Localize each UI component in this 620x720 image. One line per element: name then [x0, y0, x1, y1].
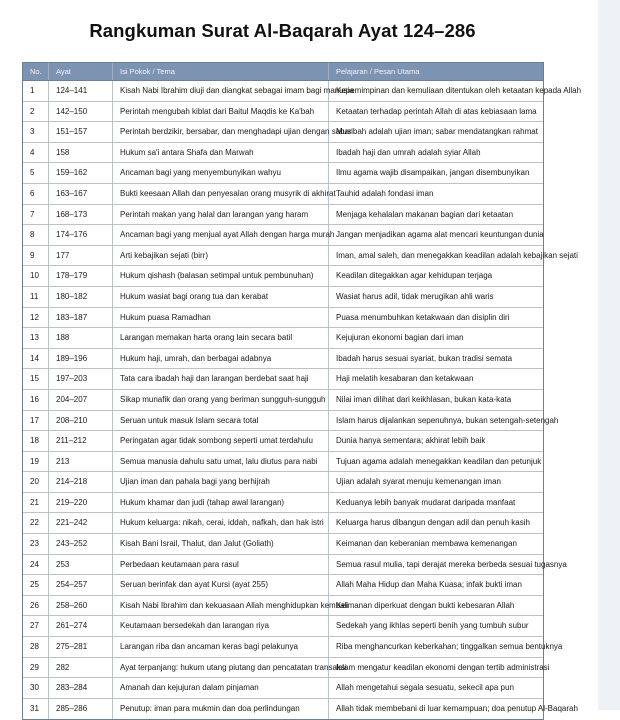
row-isi-pokok: Hukum wasiat bagi orang tua dan kerabat [113, 287, 329, 307]
row-number: 2 [23, 102, 49, 122]
row-number: 16 [23, 390, 49, 410]
header-pelajaran: Pelajaran / Pesan Utama [336, 67, 420, 76]
row-isi-pokok: Hukum khamar dan judi (tahap awal larangan) [113, 493, 329, 513]
table-row [23, 81, 582, 102]
row-pelajaran: Menjaga kehalalan makanan bagian dari ketaatan [336, 209, 514, 219]
row-number: 26 [23, 596, 49, 616]
table-row [23, 596, 543, 617]
row-isi-pokok: Perbedaan keutamaan para rasul [113, 555, 329, 575]
row-number: 6 [23, 184, 49, 204]
row-number: 24 [23, 555, 49, 575]
table-row [23, 369, 543, 390]
table-row [23, 328, 543, 349]
row-number: 14 [23, 349, 49, 369]
row-pelajaran: Jangan menjadikan agama alat mencari keuntungan dunia [336, 230, 544, 240]
row-ayat: 211–212 [49, 431, 113, 451]
row-ayat: 168–173 [49, 205, 113, 225]
row-number: 1 [23, 81, 49, 101]
row-pelajaran: Ibadah harus sesuai syariat, bukan tradisi semata [336, 353, 513, 363]
row-pelajaran: Nilai iman dilihat dari keikhlasan, bukan kata-kata [336, 394, 512, 404]
table-row [23, 122, 543, 143]
row-pelajaran: Haji melatih kesabaran dan ketakwaan [336, 374, 474, 384]
row-number: 13 [23, 328, 49, 348]
row-pelajaran: Allah Maha Hidup dan Maha Kuasa; infak bukti iman [336, 580, 522, 590]
row-ayat: 243–252 [49, 534, 113, 554]
side-panel-strip [598, 0, 620, 710]
table-row [23, 616, 543, 637]
table-row [23, 699, 578, 720]
table-row [23, 246, 578, 267]
table-row [23, 349, 543, 370]
row-isi-pokok: Amanah dan kejujuran dalam pinjaman [113, 678, 329, 698]
row-ayat: 142–150 [49, 102, 113, 122]
row-pelajaran: Keduanya lebih banyak mudarat daripada manfaat [336, 497, 516, 507]
row-isi-pokok: Larangan riba dan ancaman keras bagi pelakunya [113, 637, 329, 657]
row-pelajaran: Tujuan agama adalah menegakkan keadilan dan petunjuk [336, 456, 542, 466]
row-pelajaran: Musibah adalah ujian iman; sabar mendatangkan rahmat [336, 127, 538, 137]
row-number: 20 [23, 472, 49, 492]
table-row [23, 534, 543, 555]
row-ayat: 183–187 [49, 308, 113, 328]
table-row [23, 102, 543, 123]
row-ayat: 261–274 [49, 616, 113, 636]
row-number: 19 [23, 452, 49, 472]
row-isi-pokok: Kisah Nabi Ibrahim dan kekuasaan Allah menghidupkan kembali [113, 596, 329, 616]
summary-table [22, 62, 582, 720]
row-pelajaran: Semua rasul mulia, tapi derajat mereka berbeda sesuai tugasnya [336, 559, 567, 569]
table-header-row [23, 63, 543, 81]
row-pelajaran: Puasa menumbuhkan ketakwaan dan disiplin diri [336, 312, 510, 322]
row-isi-pokok: Larangan memakan harta orang lain secara batil [113, 328, 329, 348]
row-isi-pokok: Penutup: iman para mukmin dan doa perlindungan [113, 699, 329, 720]
table-row [23, 452, 543, 473]
row-isi-pokok: Seruan untuk masuk Islam secara total [113, 411, 329, 431]
row-number: 23 [23, 534, 49, 554]
row-isi-pokok: Kisah Nabi Ibrahim diuji dan diangkat sebagai imam bagi manusia [113, 81, 329, 101]
row-pelajaran: Tauhid adalah fondasi iman [336, 188, 434, 198]
row-pelajaran: Ibadah haji dan umrah adalah syiar Allah [336, 147, 481, 157]
row-pelajaran: Kejujuran ekonomi bagian dari iman [336, 333, 464, 343]
row-isi-pokok: Semua manusia dahulu satu umat, lalu diutus para nabi [113, 452, 329, 472]
row-pelajaran: Islam mengatur keadilan ekonomi dengan tertib administrasi [336, 662, 550, 672]
row-ayat: 221–242 [49, 513, 113, 533]
row-pelajaran: Ketaatan terhadap perintah Allah di atas kebiasaan lama [336, 106, 537, 116]
table-row [23, 308, 543, 329]
row-number: 3 [23, 122, 49, 142]
row-ayat: 219–220 [49, 493, 113, 513]
row-ayat: 163–167 [49, 184, 113, 204]
row-number: 21 [23, 493, 49, 513]
row-number: 9 [23, 246, 49, 266]
row-ayat: 258–260 [49, 596, 113, 616]
table-row [23, 658, 550, 679]
row-isi-pokok: Ancaman bagi yang menjual ayat Allah dengan harga murah [113, 225, 329, 245]
row-number: 10 [23, 266, 49, 286]
row-number: 11 [23, 287, 49, 307]
row-ayat: 158 [49, 143, 113, 163]
row-ayat: 177 [49, 246, 113, 266]
row-ayat: 124–141 [49, 81, 113, 101]
table-row [23, 637, 563, 658]
row-isi-pokok: Hukum sa'i antara Shafa dan Marwah [113, 143, 329, 163]
row-pelajaran: Islam harus dijalankan sepenuhnya, bukan setengah-setengah [336, 415, 559, 425]
row-isi-pokok: Hukum puasa Ramadhan [113, 308, 329, 328]
row-number: 8 [23, 225, 49, 245]
row-pelajaran: Kepemimpinan dan kemuliaan ditentukan oleh ketaatan kepada Allah [336, 86, 582, 95]
row-number: 17 [23, 411, 49, 431]
row-number: 27 [23, 616, 49, 636]
header-ayat: Ayat [49, 63, 113, 80]
row-pelajaran: Ujian adalah syarat menuju kemenangan iman [336, 477, 501, 487]
row-ayat: 188 [49, 328, 113, 348]
table-row [23, 678, 543, 699]
row-pelajaran: Keadilan ditegakkan agar kehidupan terjaga [336, 271, 493, 281]
table-row [23, 411, 559, 432]
row-number: 12 [23, 308, 49, 328]
row-pelajaran: Allah tidak membebani di luar kemampuan; doa penutup Al-Baqarah [336, 703, 578, 713]
row-ayat: 151–157 [49, 122, 113, 142]
row-isi-pokok: Seruan berinfak dan ayat Kursi (ayat 255) [113, 575, 329, 595]
row-pelajaran: Riba menghancurkan keberkahan; tinggalkan semua bentuknya [336, 642, 563, 652]
page-title: Rangkuman Surat Al-Baqarah Ayat 124–286 [89, 20, 476, 41]
row-ayat: 159–162 [49, 163, 113, 183]
row-number: 18 [23, 431, 49, 451]
row-isi-pokok: Arti kebajikan sejati (birr) [113, 246, 329, 266]
table-row [23, 575, 543, 596]
table-row [23, 431, 543, 452]
table-row [23, 225, 543, 246]
row-isi-pokok: Tata cara ibadah haji dan larangan berdebat saat haji [113, 369, 329, 389]
row-ayat: 197–203 [49, 369, 113, 389]
row-isi-pokok: Perintah mengubah kiblat dari Baitul Maqdis ke Ka'bah [113, 102, 329, 122]
row-ayat: 253 [49, 555, 113, 575]
row-ayat: 204–207 [49, 390, 113, 410]
row-pelajaran: Dunia hanya sementara; akhirat lebih baik [336, 436, 486, 446]
row-isi-pokok: Hukum haji, umrah, dan berbagai adabnya [113, 349, 329, 369]
header-no: No. [23, 63, 49, 80]
row-pelajaran: Ilmu agama wajib disampaikan, jangan disembunyikan [336, 168, 530, 178]
table-row [23, 472, 543, 493]
row-isi-pokok: Sikap munafik dan orang yang beriman sungguh-sungguh [113, 390, 329, 410]
table-row [23, 390, 543, 411]
table-row [23, 266, 543, 287]
row-ayat: 189–196 [49, 349, 113, 369]
row-isi-pokok: Ujian iman dan pahala bagi yang berhijrah [113, 472, 329, 492]
row-isi-pokok: Ayat terpanjang: hukum utang piutang dan pencatatan transaksi [113, 658, 329, 678]
row-isi-pokok: Peringatan agar tidak sombong seperti umat terdahulu [113, 431, 329, 451]
row-isi-pokok: Keutamaan bersedekah dan larangan riya [113, 616, 329, 636]
row-isi-pokok: Hukum keluarga: nikah, cerai, iddah, nafkah, dan hak istri [113, 513, 329, 533]
table-row [23, 287, 543, 308]
row-isi-pokok: Ancaman bagi yang menyembunyikan wahyu [113, 163, 329, 183]
row-isi-pokok: Hukum qishash (balasan setimpal untuk pembunuhan) [113, 266, 329, 286]
row-isi-pokok: Perintah berdzikir, bersabar, dan menghadapi ujian dengan sabar [113, 122, 329, 142]
row-pelajaran: Allah mengetahui segala sesuatu, sekecil apa pun [336, 683, 514, 693]
row-number: 30 [23, 678, 49, 698]
row-number: 5 [23, 163, 49, 183]
row-ayat: 275–281 [49, 637, 113, 657]
row-number: 25 [23, 575, 49, 595]
row-isi-pokok: Perintah makan yang halal dan larangan yang haram [113, 205, 329, 225]
table-row [23, 205, 543, 226]
row-number: 7 [23, 205, 49, 225]
row-number: 28 [23, 637, 49, 657]
table-row [23, 513, 543, 534]
row-ayat: 174–176 [49, 225, 113, 245]
row-ayat: 283–284 [49, 678, 113, 698]
row-ayat: 208–210 [49, 411, 113, 431]
table-row [23, 493, 543, 514]
row-pelajaran: Keimanan diperkuat dengan bukti kebesaran Allah [336, 600, 515, 610]
row-number: 15 [23, 369, 49, 389]
row-isi-pokok: Bukti keesaan Allah dan penyesalan orang musyrik di akhirat [113, 184, 329, 204]
row-pelajaran: Keluarga harus dibangun dengan adil dan penuh kasih [336, 518, 530, 528]
row-pelajaran: Keimanan dan keberanian membawa kemenangan [336, 539, 518, 549]
table-row [23, 184, 543, 205]
row-number: 31 [23, 699, 49, 720]
table-row [23, 555, 567, 576]
header-isi-pokok: Isi Pokok / Tema [113, 63, 329, 80]
row-pelajaran: Sedekah yang ikhlas seperti benih yang tumbuh subur [336, 621, 529, 631]
table-row [23, 143, 543, 164]
row-pelajaran: Iman, amal saleh, dan menegakkan keadilan adalah kebajikan sejati [336, 250, 578, 260]
row-ayat: 214–218 [49, 472, 113, 492]
row-ayat: 254–257 [49, 575, 113, 595]
row-number: 4 [23, 143, 49, 163]
row-ayat: 213 [49, 452, 113, 472]
row-number: 29 [23, 658, 49, 678]
row-ayat: 180–182 [49, 287, 113, 307]
row-ayat: 282 [49, 658, 113, 678]
row-pelajaran: Wasiat harus adil, tidak merugikan ahli waris [336, 291, 494, 301]
table-row [23, 163, 543, 184]
row-isi-pokok: Kisah Bani Israil, Thalut, dan Jalut (Goliath) [113, 534, 329, 554]
row-ayat: 178–179 [49, 266, 113, 286]
row-ayat: 285–286 [49, 699, 113, 720]
row-number: 22 [23, 513, 49, 533]
